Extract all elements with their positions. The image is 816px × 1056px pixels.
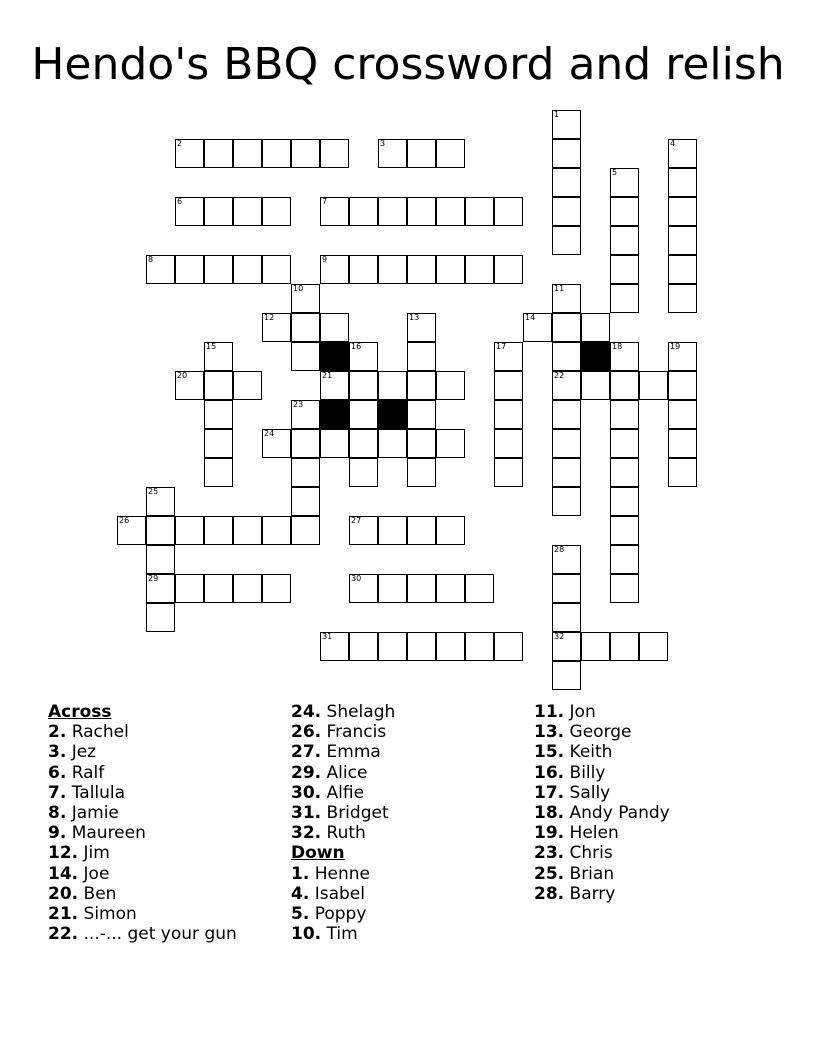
clue-number: 32	[554, 632, 565, 641]
clue-number-label: 29.	[291, 762, 322, 783]
clue-number-label: 15.	[534, 742, 565, 763]
grid-cell[interactable]	[610, 197, 639, 226]
clue-item	[291, 783, 395, 803]
clue-number-label: 26.	[291, 722, 322, 743]
grid-cell[interactable]	[494, 429, 523, 458]
clue-number: 14	[525, 313, 536, 322]
clue-number-label: 2.	[48, 722, 67, 743]
grid-cell[interactable]	[320, 313, 349, 342]
clue-number: 6	[177, 197, 183, 206]
grid-cell[interactable]	[465, 197, 494, 226]
clue-text: Jez	[71, 742, 97, 763]
grid-cell[interactable]	[378, 371, 407, 400]
grid-cell[interactable]	[378, 574, 407, 603]
grid-cell[interactable]	[610, 516, 639, 545]
clue-item	[291, 702, 395, 722]
clue-number: 13	[409, 313, 420, 322]
clue-text: Andy Pandy	[569, 803, 670, 824]
grid-cell[interactable]	[552, 661, 581, 690]
grid-cell[interactable]	[320, 197, 349, 226]
grid-cell[interactable]	[320, 632, 349, 661]
clue-number-label: 23.	[534, 843, 565, 864]
grid-cell-blocked	[320, 400, 349, 429]
grid-cell[interactable]	[349, 516, 378, 545]
clue-number: 26	[119, 516, 130, 525]
grid-cell[interactable]	[262, 197, 291, 226]
clue-item	[291, 823, 395, 843]
grid-cell[interactable]	[668, 139, 697, 168]
grid-cell[interactable]	[668, 371, 697, 400]
clues-column-1	[48, 702, 237, 944]
clue-text: Chris	[569, 843, 613, 864]
grid-cell[interactable]	[407, 342, 436, 371]
clue-text: Rachel	[71, 722, 129, 743]
clue-number: 4	[670, 139, 676, 148]
clue-number-label: 18.	[534, 803, 565, 824]
clue-number-label: 16.	[534, 762, 565, 783]
clue-item	[48, 763, 237, 783]
clues-column-3	[534, 702, 670, 904]
grid-cell[interactable]	[552, 487, 581, 516]
grid-cell[interactable]	[349, 574, 378, 603]
clue-item	[534, 884, 670, 904]
grid-cell[interactable]	[639, 632, 668, 661]
clue-number: 15	[206, 342, 217, 351]
grid-cell[interactable]	[349, 429, 378, 458]
grid-cell[interactable]	[291, 487, 320, 516]
clue-text: Jamie	[71, 803, 119, 824]
grid-cell[interactable]	[610, 400, 639, 429]
clue-text: Ruth	[326, 823, 366, 844]
clue-text: Henne	[314, 863, 370, 884]
grid-cell[interactable]	[407, 255, 436, 284]
grid-cell[interactable]	[204, 574, 233, 603]
grid-cell[interactable]	[494, 197, 523, 226]
clue-text: Brian	[569, 863, 615, 884]
clue-text: Simon	[83, 904, 137, 925]
grid-cell[interactable]	[610, 487, 639, 516]
grid-cell[interactable]	[349, 632, 378, 661]
clue-item	[291, 803, 395, 823]
grid-cell[interactable]	[204, 400, 233, 429]
grid-cell[interactable]	[204, 342, 233, 371]
grid-cell[interactable]	[378, 516, 407, 545]
grid-cell[interactable]	[349, 400, 378, 429]
clue-number: 24	[264, 429, 275, 438]
clue-number: 1	[554, 110, 560, 119]
grid-cell[interactable]	[436, 197, 465, 226]
grid-cell[interactable]	[523, 313, 552, 342]
clue-number: 8	[148, 255, 154, 264]
clue-number: 30	[351, 574, 362, 583]
grid-cell[interactable]	[204, 255, 233, 284]
clue-number: 22	[554, 371, 565, 380]
grid-cell[interactable]	[436, 632, 465, 661]
grid-cell[interactable]	[175, 139, 204, 168]
grid-cell[interactable]	[233, 516, 262, 545]
clue-number: 29	[148, 574, 159, 583]
grid-cell[interactable]	[262, 255, 291, 284]
clue-item	[291, 864, 395, 884]
grid-cell[interactable]	[668, 168, 697, 197]
grid-cell[interactable]	[436, 516, 465, 545]
grid-cell[interactable]	[262, 139, 291, 168]
grid-cell[interactable]	[378, 197, 407, 226]
grid-cell[interactable]	[465, 255, 494, 284]
grid-cell[interactable]	[668, 342, 697, 371]
grid-cell[interactable]	[610, 226, 639, 255]
clue-number-label: 9.	[48, 823, 67, 844]
clue-number-label: 11.	[534, 702, 565, 722]
clue-item	[291, 763, 395, 783]
clue-number-label: 8.	[48, 803, 67, 824]
clue-number-label: 32.	[291, 823, 322, 844]
clue-item	[48, 924, 237, 944]
grid-cell[interactable]	[349, 255, 378, 284]
grid-cell[interactable]	[349, 371, 378, 400]
clue-number-label: 25.	[534, 863, 565, 884]
clue-number: 18	[612, 342, 623, 351]
clue-text: Sally	[569, 782, 611, 803]
clue-item	[48, 864, 237, 884]
grid-cell[interactable]	[581, 313, 610, 342]
grid-cell[interactable]	[610, 284, 639, 313]
grid-cell[interactable]	[262, 429, 291, 458]
grid-cell[interactable]	[378, 139, 407, 168]
grid-cell[interactable]	[378, 632, 407, 661]
clue-item	[291, 924, 395, 944]
grid-cell[interactable]	[465, 632, 494, 661]
grid-cell[interactable]	[291, 400, 320, 429]
grid-cell-blocked	[378, 400, 407, 429]
grid-cell[interactable]	[320, 429, 349, 458]
clue-number: 28	[554, 545, 565, 554]
clue-item	[291, 904, 395, 924]
clue-text: Jon	[569, 702, 596, 722]
clue-number: 5	[612, 168, 618, 177]
clue-text: George	[569, 722, 632, 743]
clue-number-label: 13.	[534, 722, 565, 743]
grid-cell[interactable]	[668, 255, 697, 284]
across-heading: Across	[48, 702, 112, 722]
grid-cell[interactable]	[146, 574, 175, 603]
grid-cell[interactable]	[610, 574, 639, 603]
clue-number-label: 1.	[291, 863, 310, 884]
grid-cell[interactable]	[552, 574, 581, 603]
grid-cell[interactable]	[233, 139, 262, 168]
grid-cell[interactable]	[436, 574, 465, 603]
grid-cell[interactable]	[378, 255, 407, 284]
clue-number-label: 28.	[534, 883, 565, 904]
grid-cell[interactable]	[175, 574, 204, 603]
grid-cell[interactable]	[407, 197, 436, 226]
grid-cell[interactable]	[494, 371, 523, 400]
grid-cell[interactable]	[204, 458, 233, 487]
grid-cell[interactable]	[204, 197, 233, 226]
grid-cell[interactable]	[291, 139, 320, 168]
clue-text: Billy	[569, 762, 606, 783]
clue-number: 25	[148, 487, 159, 496]
grid-cell[interactable]	[552, 632, 581, 661]
clue-number-label: 19.	[534, 823, 565, 844]
clue-number: 17	[496, 342, 507, 351]
grid-cell[interactable]	[494, 458, 523, 487]
grid-cell[interactable]	[204, 371, 233, 400]
clue-item	[48, 783, 237, 803]
grid-cell[interactable]	[262, 574, 291, 603]
clue-item	[534, 742, 670, 762]
clue-item	[534, 843, 670, 863]
clue-number-label: 4.	[291, 883, 310, 904]
clue-number: 11	[554, 284, 565, 293]
grid-cell[interactable]	[407, 574, 436, 603]
grid-cell[interactable]	[552, 139, 581, 168]
clue-item	[534, 864, 670, 884]
clue-number-label: 6.	[48, 762, 67, 783]
clue-item	[48, 722, 237, 742]
grid-cell[interactable]	[291, 313, 320, 342]
grid-cell[interactable]	[436, 139, 465, 168]
clue-item	[48, 843, 237, 863]
grid-cell[interactable]	[291, 284, 320, 313]
grid-cell[interactable]	[407, 429, 436, 458]
clue-number-label: 7.	[48, 782, 67, 803]
grid-cell[interactable]	[610, 168, 639, 197]
grid-cell-blocked	[320, 342, 349, 371]
grid-cell[interactable]	[117, 516, 146, 545]
clue-number: 9	[322, 255, 328, 264]
grid-cell[interactable]	[233, 197, 262, 226]
grid-cell-blocked	[581, 342, 610, 371]
grid-cell[interactable]	[668, 197, 697, 226]
clue-text: Shelagh	[326, 702, 396, 722]
clue-number-label: 27.	[291, 742, 322, 763]
clue-number-label: 17.	[534, 782, 565, 803]
grid-cell[interactable]	[610, 429, 639, 458]
clue-number: 10	[293, 284, 304, 293]
clue-text: Bridget	[326, 803, 389, 824]
grid-cell[interactable]	[320, 139, 349, 168]
clue-item	[48, 803, 237, 823]
clue-item	[534, 722, 670, 742]
clue-number: 12	[264, 313, 275, 322]
clue-text: ...-... get your gun	[83, 924, 237, 945]
grid-cell[interactable]	[552, 284, 581, 313]
clue-number: 23	[293, 400, 304, 409]
grid-cell[interactable]	[610, 342, 639, 371]
grid-cell[interactable]	[668, 458, 697, 487]
clue-item	[534, 823, 670, 843]
grid-cell[interactable]	[552, 313, 581, 342]
clue-item	[48, 884, 237, 904]
clue-text: Joe	[83, 863, 110, 884]
grid-cell[interactable]	[349, 458, 378, 487]
grid-cell[interactable]	[262, 313, 291, 342]
grid-cell[interactable]	[610, 371, 639, 400]
clue-number: 19	[670, 342, 681, 351]
clue-number: 31	[322, 632, 333, 641]
grid-cell[interactable]	[668, 284, 697, 313]
clue-number-label: 10.	[291, 924, 322, 945]
grid-cell[interactable]	[436, 371, 465, 400]
clue-text: Alfie	[326, 782, 365, 803]
clue-number-label: 31.	[291, 803, 322, 824]
clue-number: 7	[322, 197, 328, 206]
clue-text: Tim	[326, 924, 358, 945]
grid-cell[interactable]	[204, 139, 233, 168]
grid-cell[interactable]	[552, 168, 581, 197]
down-heading: Down	[291, 843, 345, 864]
clue-number-label: 12.	[48, 843, 79, 864]
clue-text: Barry	[569, 883, 616, 904]
grid-cell[interactable]	[233, 574, 262, 603]
clue-text: Isabel	[314, 883, 365, 904]
clue-text: Alice	[326, 762, 368, 783]
grid-cell[interactable]	[146, 255, 175, 284]
grid-cell[interactable]	[320, 255, 349, 284]
page-title: Hendo's BBQ crossword and relish	[31, 39, 785, 90]
clue-text: Tallula	[71, 782, 126, 803]
clue-text: Poppy	[314, 904, 367, 925]
grid-cell[interactable]	[407, 139, 436, 168]
clue-number-label: 14.	[48, 863, 79, 884]
clue-text: Emma	[326, 742, 381, 763]
grid-cell[interactable]	[204, 516, 233, 545]
grid-cell[interactable]	[552, 226, 581, 255]
grid-cell[interactable]	[436, 255, 465, 284]
clue-text: Ralf	[71, 762, 105, 783]
clue-number-label: 5.	[291, 904, 310, 925]
grid-cell[interactable]	[407, 516, 436, 545]
clue-number: 16	[351, 342, 362, 351]
grid-cell[interactable]	[610, 255, 639, 284]
clue-number: 27	[351, 516, 362, 525]
grid-cell[interactable]	[581, 371, 610, 400]
clue-text: Jim	[83, 843, 110, 864]
grid-cell[interactable]	[146, 516, 175, 545]
grid-cell[interactable]	[552, 603, 581, 632]
grid-cell[interactable]	[465, 574, 494, 603]
grid-cell[interactable]	[552, 110, 581, 139]
clue-item	[48, 904, 237, 924]
grid-cell[interactable]	[320, 371, 349, 400]
grid-cell[interactable]	[262, 516, 291, 545]
grid-cell[interactable]	[146, 545, 175, 574]
grid-cell[interactable]	[175, 197, 204, 226]
clue-text: Helen	[569, 823, 619, 844]
clue-text: Ben	[83, 883, 117, 904]
clue-number: 3	[380, 139, 386, 148]
grid-cell[interactable]	[175, 371, 204, 400]
grid-cell[interactable]	[552, 371, 581, 400]
clue-number-label: 30.	[291, 782, 322, 803]
grid-cell[interactable]	[407, 371, 436, 400]
clue-item	[534, 763, 670, 783]
clue-number: 2	[177, 139, 183, 148]
grid-cell[interactable]	[668, 429, 697, 458]
clue-number: 20	[177, 371, 188, 380]
grid-cell[interactable]	[436, 429, 465, 458]
clue-number-label: 20.	[48, 883, 79, 904]
clue-text: Maureen	[71, 823, 146, 844]
grid-cell[interactable]	[668, 226, 697, 255]
grid-cell[interactable]	[668, 400, 697, 429]
grid-cell[interactable]	[349, 342, 378, 371]
grid-cell[interactable]	[146, 603, 175, 632]
grid-cell[interactable]	[494, 255, 523, 284]
grid-cell[interactable]	[204, 429, 233, 458]
clue-item	[534, 783, 670, 803]
clues-column-2	[291, 702, 395, 944]
grid-cell[interactable]	[291, 429, 320, 458]
grid-cell[interactable]	[291, 458, 320, 487]
grid-cell[interactable]	[407, 400, 436, 429]
grid-cell[interactable]	[378, 429, 407, 458]
clue-number-label: 21.	[48, 904, 79, 925]
grid-cell[interactable]	[233, 255, 262, 284]
grid-cell[interactable]	[610, 632, 639, 661]
clue-text: Keith	[569, 742, 613, 763]
grid-cell[interactable]	[552, 429, 581, 458]
clue-number-label: 3.	[48, 742, 67, 763]
clue-number-label: 24.	[291, 702, 322, 722]
clue-item	[291, 742, 395, 762]
grid-cell[interactable]	[610, 458, 639, 487]
grid-cell[interactable]	[291, 516, 320, 545]
grid-cell[interactable]	[494, 632, 523, 661]
grid-cell[interactable]	[291, 342, 320, 371]
clue-item	[48, 742, 237, 762]
clue-item	[534, 803, 670, 823]
grid-cell[interactable]	[349, 197, 378, 226]
grid-cell[interactable]	[552, 545, 581, 574]
clue-number-label: 22.	[48, 924, 79, 945]
clue-item	[48, 823, 237, 843]
clue-item	[291, 722, 395, 742]
grid-cell[interactable]	[407, 313, 436, 342]
grid-cell[interactable]	[407, 458, 436, 487]
grid-cell[interactable]	[610, 545, 639, 574]
grid-cell[interactable]	[552, 458, 581, 487]
grid-cell[interactable]	[146, 487, 175, 516]
grid-cell[interactable]	[494, 400, 523, 429]
grid-cell[interactable]	[552, 400, 581, 429]
grid-cell[interactable]	[581, 632, 610, 661]
grid-cell[interactable]	[175, 516, 204, 545]
grid-cell[interactable]	[407, 632, 436, 661]
grid-cell[interactable]	[233, 371, 262, 400]
grid-cell[interactable]	[552, 342, 581, 371]
grid-cell[interactable]	[552, 197, 581, 226]
grid-cell[interactable]	[639, 371, 668, 400]
grid-cell[interactable]	[175, 255, 204, 284]
clue-item	[534, 702, 670, 722]
clue-item	[291, 884, 395, 904]
clue-number: 21	[322, 371, 333, 380]
grid-cell[interactable]	[494, 342, 523, 371]
clue-text: Francis	[326, 722, 387, 743]
